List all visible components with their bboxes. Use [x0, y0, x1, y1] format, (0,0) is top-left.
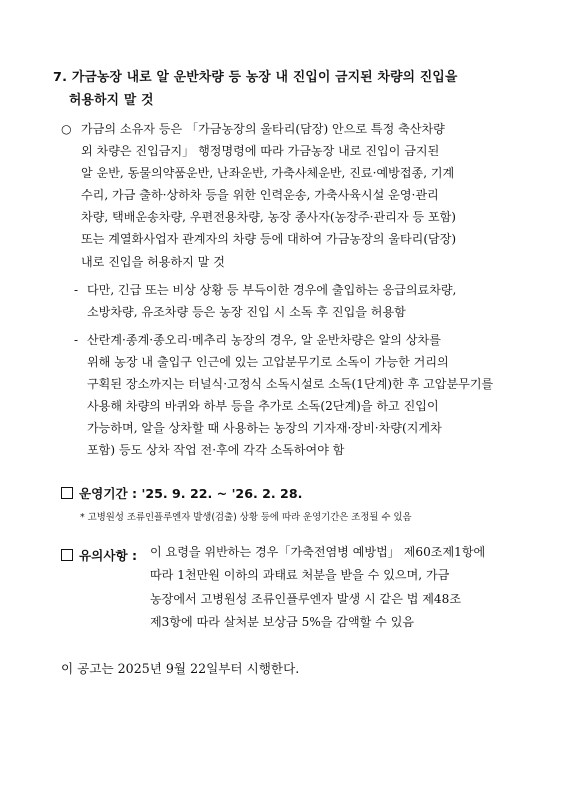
caution-line: 제3항에 따라 살처분 보상금 5%을 감액할 수 있음 — [150, 615, 415, 630]
main-item-line: 내로 진입을 허용하지 말 것 — [81, 254, 225, 269]
sub-item-line: 구획된 장소까지는 터널식·고정식 소독시설로 소독(1단계)한 후 고압분무기를 — [87, 377, 494, 392]
sub-item-line: 가능하며, 알을 상차할 때 사용하는 농장의 기자재·장비·차량(지게차 — [87, 421, 442, 436]
sub-item-line: 포함) 등도 상차 작업 전·후에 각각 소독하여야 함 — [87, 443, 345, 458]
main-item-line: 차량, 택배운송차량, 우편전용차량, 농장 종사자(농장주·관리자 등 포함) — [81, 210, 456, 225]
main-item-line: 수리, 가금 출하·상하차 등을 위한 인력운송, 가축사육시설 운영·관리 — [81, 188, 439, 203]
dash-bullet-icon: - — [74, 283, 79, 297]
sub-item-line: 사용해 차량의 바퀴와 하부 등을 추가로 소독(2단계)을 하고 진입이 — [87, 399, 439, 414]
main-item-line: 또는 계열화사업자 관계자의 차량 등에 대하여 가금농장의 울타리(담장) — [81, 232, 457, 247]
checkbox-square-icon — [61, 549, 73, 561]
caution-line: 농장에서 고병원성 조류인플루엔자 발생 시 같은 법 제48조 — [150, 591, 461, 606]
main-item — [61, 118, 456, 273]
operation-note: * 고병원성 조류인플루엔자 발생(검출) 상황 등에 따라 운영기간은 조정될 수 있음 — [80, 512, 412, 523]
effective-date-notice: 이 공고는 2025년 9월 22일부터 시행한다. — [61, 661, 300, 676]
sub-item-line: 산란계·종계·종오리·메추리 농장의 경우, 알 운반차량은 알의 상차를 — [87, 333, 441, 347]
caution-line: 따라 1천만원 이하의 과태료 처분을 받을 수 있으며, 가금 — [150, 568, 450, 583]
caution-text — [150, 541, 485, 635]
section-heading — [53, 66, 533, 112]
sub-item-line: 위해 농장 내 출입구 인근에 있는 고압분무기로 소독이 가능한 거리의 — [87, 355, 449, 370]
operation-period — [61, 483, 302, 502]
heading-line-2: 허용하지 말 것 — [69, 93, 154, 108]
caution-section — [61, 545, 137, 564]
operation-period-label: 운영기간 : '25. 9. 22. ~ '26. 2. 28. — [79, 486, 303, 501]
sub-item-line: 다만, 긴급 또는 비상 상황 등 부득이한 경우에 출입하는 응급의료차량, — [87, 283, 457, 297]
main-item-line: 알 운반, 동물의약품운반, 난좌운반, 가축사체운반, 진료·예방접종, 기계 — [81, 166, 455, 181]
heading-line-1: 7. 가금농장 내로 알 운반차량 등 농장 내 진입이 금지된 차량의 진입을 — [53, 70, 458, 85]
circle-bullet-icon: ○ — [61, 122, 72, 136]
checkbox-square-icon — [61, 487, 73, 499]
main-item-line: 외 차량은 진입금지」 행정명령에 따라 가금농장 내로 진입이 금지된 — [81, 144, 440, 159]
caution-line: 이 요령을 위반하는 경우「가축전염병 예방법」 제60조제1항에 — [150, 545, 486, 559]
sub-item-line: 소방차량, 유조차량 등은 농장 진입 시 소독 후 진입을 허용함 — [87, 305, 406, 320]
sub-item-emergency — [74, 279, 456, 323]
main-item-line: 가금의 소유자 등은 「가금농장의 울타리(담장) 안으로 특정 축산차량 — [81, 122, 445, 136]
caution-label: 유의사항 : — [79, 548, 138, 563]
sub-item-egg-vehicles — [74, 329, 493, 462]
dash-bullet-icon: - — [74, 333, 79, 347]
